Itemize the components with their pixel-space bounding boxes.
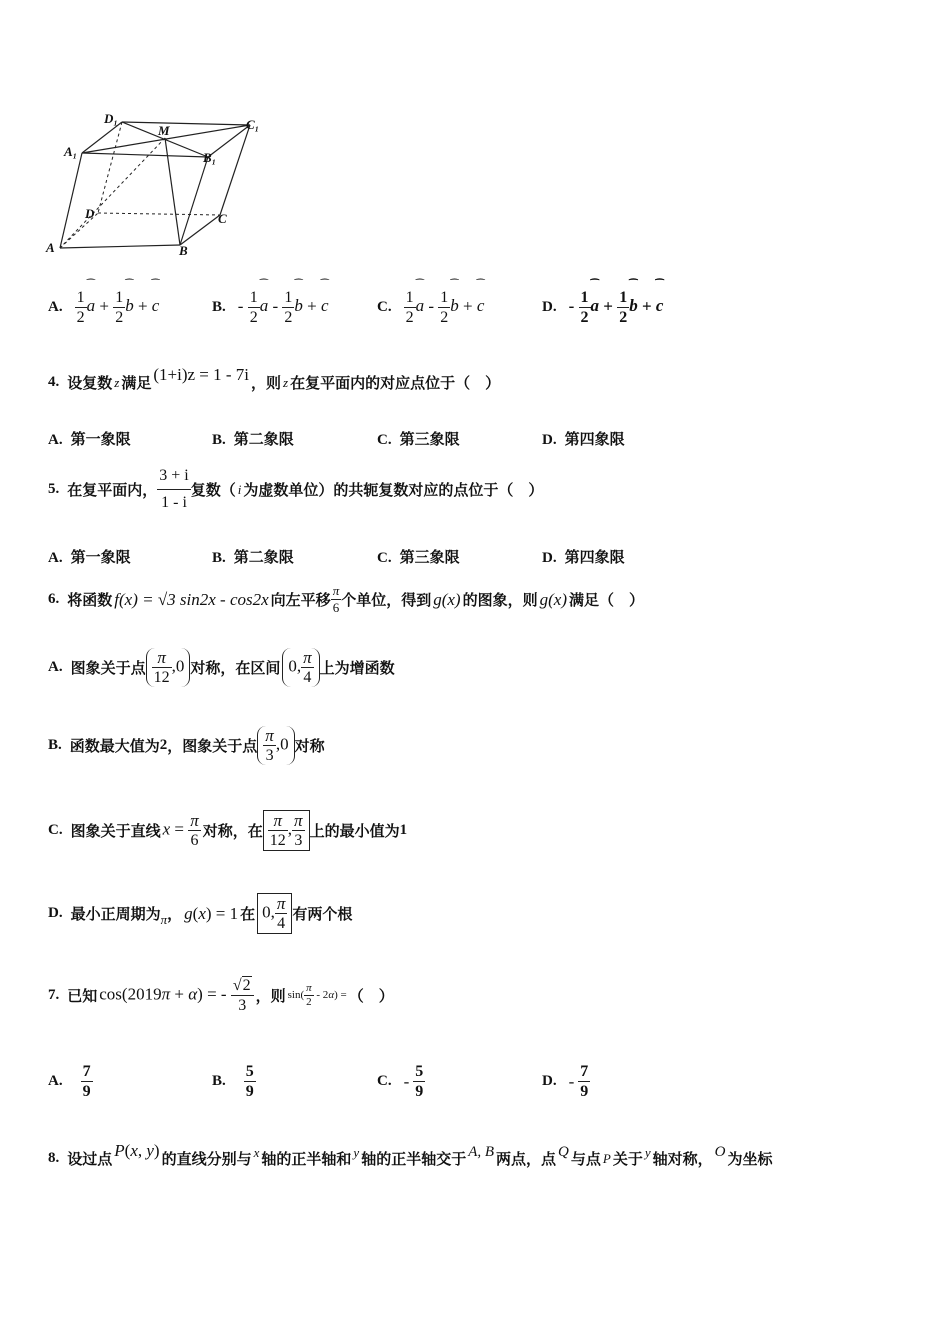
q5-option-c[interactable]: C. 第三象限 [377,548,460,566]
q3-option-c-expr: $\frac{1}{2}$ ⁀ a - $\frac{1}{2}$ ⁀ b + ⁀ c [404,288,485,327]
question-5: 5. 在复平面内， $\frac{3 + i}{1 - i}$ 复数（ i 为虚数单位）的共轭复数对应的点位于（ ） [48,463,543,516]
q6-option-d[interactable]: D. 最小正周期为 π ， g(x) = 1 在 0, $\frac{\pi}{4}$ 有两个根 [48,894,353,932]
vertex-label: B [179,243,188,258]
q6-option-c[interactable]: C. 图象关于直线 x = $\frac{\pi}{6}$ 对称，在 $\frac{\pi}{12}$ , $\frac{\pi}{3}$ 上的最小值为 1 [48,811,408,849]
q4-option-d[interactable]: D. 第四象限 [542,430,625,448]
q7-option-b[interactable]: B. $\frac{5}{9}$ [212,1063,254,1100]
q3-option-b-expr: - $\frac{1}{2}$ ⁀ a - $\frac{1}{2}$ ⁀ b + ⁀ c [238,288,329,327]
vertex-label: C₁ [246,117,260,132]
q5-option-b[interactable]: B. 第二象限 [212,548,294,566]
vertex-label: A₁ [64,144,78,159]
q4-option-b[interactable]: B. 第二象限 [212,430,294,448]
q3-option-d-expr: - $\frac{1}{2}$ ⁀ a + $\frac{1}{2}$ ⁀ b + ⁀ c [569,288,664,327]
q5-option-d[interactable]: D. 第四象限 [542,548,625,566]
q6-function: f(x) = √3 sin2x - cos2x [114,589,269,609]
vertex-label: M [158,123,170,138]
vertex-label: B₁ [203,150,217,165]
q6-option-b[interactable]: B. 函数最大值为 2 ，图象关于点 $\frac{\pi}{3}$ ,0 对称 [48,726,325,764]
q7-target: sin( $\frac{\pi}{2}$ - 2α) = [287,982,347,1008]
q7-option-c[interactable]: C. - $\frac{5}{9}$ [377,1063,424,1100]
q6-option-a[interactable]: A. 图象关于点 $\frac{\pi}{12}$ ,0 对称，在区间 0, $\frac{\pi}{4}$ 上为增函数 [48,648,395,686]
q4-option-c[interactable]: C. 第三象限 [377,430,460,448]
question-6: 6. 将函数 f(x) = √3 sin2x - cos2x 向左平移 $\frac{\pi}{6}$ 个单位，得到 g(x) 的图象，则 g(x) 满足（ ） [48,583,644,615]
q3-option-a-expr: $\frac{1}{2}$ ⁀ a + $\frac{1}{2}$ ⁀ b + ⁀ c [75,288,160,327]
q5-option-a[interactable]: A. 第一象限 [48,548,131,566]
q3-option-b[interactable]: B. - $\frac{1}{2}$ ⁀ a - $\frac{1}{2}$ ⁀ b + ⁀ c [212,288,329,327]
q7-condition: cos(2019π + α) = - $\frac{√2}{3}$ [99,976,253,1015]
vertex-label: D [85,206,95,221]
q4-option-a[interactable]: A. 第一象限 [48,430,131,448]
vertex-label: A [46,240,55,255]
question-4: 4. 设复数 z 满足 (1+i)z = 1 - 7i ，则 z 在复平面内的对应点位于（ ） [48,364,501,392]
q4-equation: (1+i)z = 1 - 7i [153,364,249,384]
q5-fraction: $\frac{3 + i}{1 - i}$ [157,463,190,516]
q3-option-d[interactable]: D. - $\frac{1}{2}$ ⁀ a + $\frac{1}{2}$ ⁀ b + ⁀ c [542,288,663,327]
question-8: 8. 设过点 P(x, y) 的直线分别与 x 轴的正半轴和 y 轴的正半轴交于 A, B 两点，点 Q 与点 P 关于 y 轴对称， O 为坐标 [48,1140,773,1168]
vertex-label: D₁ [104,111,118,126]
question-7: 7. 已知 cos(2019π + α) = - $\frac{√2}{3}$ ，则 sin( $\frac{\pi}{2}$ - 2α) = （ ） [48,977,394,1014]
q3-option-a[interactable]: A. $\frac{1}{2}$ ⁀ a + $\frac{1}{2}$ ⁀ b + ⁀ c [48,288,159,327]
vertex-label: C [218,211,227,226]
parallelepiped-figure [40,105,280,265]
q7-option-a[interactable]: A. $\frac{7}{9}$ [48,1063,91,1100]
q7-option-d[interactable]: D. - $\frac{7}{9}$ [542,1063,589,1100]
q3-option-c[interactable]: C. $\frac{1}{2}$ ⁀ a - $\frac{1}{2}$ ⁀ b + ⁀ c [377,288,484,327]
